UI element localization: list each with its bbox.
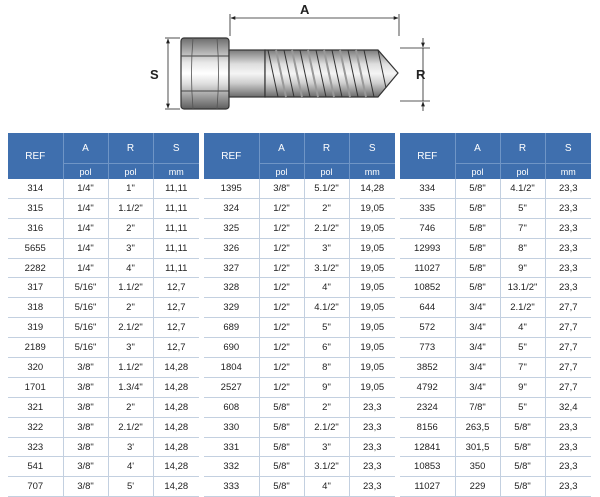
cell-r: 9" — [500, 258, 545, 278]
dimension-r — [400, 38, 430, 111]
cell-s: 14,28 — [153, 457, 199, 477]
table-row — [204, 477, 395, 497]
cell-r: 1" — [108, 179, 153, 198]
cell-a: 1/2" — [259, 238, 304, 258]
cell-a: 5/16" — [63, 278, 108, 298]
unit-r: pol — [304, 164, 349, 180]
table-row — [204, 338, 395, 358]
cell-r: 5" — [500, 338, 545, 358]
header-r: R — [304, 133, 349, 164]
cell-a: 3/8" — [63, 457, 108, 477]
cell-r: 4" — [500, 318, 545, 338]
table-row — [400, 457, 591, 477]
cell-ref: 572 — [400, 318, 455, 338]
cell-r: 3" — [304, 238, 349, 258]
cell-s: 23,3 — [545, 238, 591, 258]
unit-s: mm — [545, 164, 591, 180]
cell-s: 23,3 — [349, 397, 395, 417]
table-row — [8, 258, 199, 278]
cell-a: 5/8" — [455, 179, 500, 198]
cell-r: 1.1/2" — [108, 198, 153, 218]
cell-ref: 334 — [400, 179, 455, 198]
cell-s: 19,05 — [349, 377, 395, 397]
cell-ref: 707 — [8, 477, 63, 497]
cell-a: 263,5 — [455, 417, 500, 437]
table-row — [204, 198, 395, 218]
cell-s: 23,3 — [349, 477, 395, 497]
cell-a: 5/16" — [63, 318, 108, 338]
table-row — [204, 238, 395, 258]
cell-r: 3" — [108, 238, 153, 258]
cell-r: 7" — [500, 218, 545, 238]
cell-r: 3.1/2" — [304, 457, 349, 477]
table-row — [204, 358, 395, 378]
cell-ref: 1804 — [204, 358, 259, 378]
cell-s: 23,3 — [349, 437, 395, 457]
unit-a: pol — [259, 164, 304, 180]
cell-a: 1/2" — [259, 198, 304, 218]
cell-s: 23,3 — [545, 278, 591, 298]
table-row — [204, 377, 395, 397]
unit-r: pol — [108, 164, 153, 180]
header-a: A — [63, 133, 108, 164]
cell-r: 9" — [500, 377, 545, 397]
cell-a: 3/4" — [455, 358, 500, 378]
cell-ref: 331 — [204, 437, 259, 457]
cell-s: 19,05 — [349, 338, 395, 358]
header-ref: REF — [8, 133, 63, 179]
cell-a: 1/4" — [63, 179, 108, 198]
cell-s: 27,7 — [545, 358, 591, 378]
cell-s: 32,4 — [545, 397, 591, 417]
cell-r: 2.1/2" — [304, 417, 349, 437]
cell-s: 27,7 — [545, 338, 591, 358]
table-row — [8, 198, 199, 218]
cell-s: 19,05 — [349, 198, 395, 218]
cell-ref: 316 — [8, 218, 63, 238]
cell-ref: 315 — [8, 198, 63, 218]
cell-ref: 335 — [400, 198, 455, 218]
cell-a: 3/8" — [63, 417, 108, 437]
header-r: R — [500, 133, 545, 164]
header-s: S — [153, 133, 199, 164]
cell-a: 5/16" — [63, 298, 108, 318]
cell-r: 8" — [500, 238, 545, 258]
cell-s: 19,05 — [349, 358, 395, 378]
cell-s: 27,7 — [545, 318, 591, 338]
cell-a: 1/2" — [259, 258, 304, 278]
cell-a: 3/8" — [63, 377, 108, 397]
cell-s: 19,05 — [349, 298, 395, 318]
cell-ref: 2324 — [400, 397, 455, 417]
cell-a: 3/4" — [455, 338, 500, 358]
cell-r: 2" — [108, 218, 153, 238]
table-row — [8, 238, 199, 258]
table-row — [400, 417, 591, 437]
cell-r: 8" — [304, 358, 349, 378]
cell-s: 14,28 — [153, 358, 199, 378]
header-s: S — [349, 133, 395, 164]
cell-s: 12,7 — [153, 298, 199, 318]
cell-a: 3/4" — [455, 298, 500, 318]
cell-a: 7/8" — [455, 397, 500, 417]
cell-a: 5/8" — [259, 397, 304, 417]
cell-ref: 320 — [8, 358, 63, 378]
table-row — [400, 278, 591, 298]
table-row — [8, 377, 199, 397]
cell-r: 9" — [304, 377, 349, 397]
cell-r: 5" — [304, 318, 349, 338]
spec-table-2 — [204, 133, 395, 497]
cell-ref: 319 — [8, 318, 63, 338]
table-row — [8, 358, 199, 378]
cell-s: 12,7 — [153, 318, 199, 338]
cell-s: 23,3 — [545, 417, 591, 437]
cell-s: 23,3 — [545, 258, 591, 278]
cell-ref: 10853 — [400, 457, 455, 477]
cell-r: 5" — [500, 198, 545, 218]
cell-r: 3" — [304, 437, 349, 457]
cell-s: 11,11 — [153, 258, 199, 278]
unit-s: mm — [153, 164, 199, 180]
table-row — [204, 179, 395, 198]
unit-a: pol — [455, 164, 500, 180]
cell-a: 5/16" — [63, 338, 108, 358]
cell-r: 2" — [304, 198, 349, 218]
cell-r: 5/8" — [500, 477, 545, 497]
cell-r: 2.1/2" — [108, 318, 153, 338]
header-s: S — [545, 133, 591, 164]
cell-ref: 323 — [8, 437, 63, 457]
header-a: A — [259, 133, 304, 164]
table-row — [8, 298, 199, 318]
cell-a: 5/8" — [455, 278, 500, 298]
table-row — [204, 397, 395, 417]
cell-a: 3/8" — [63, 358, 108, 378]
cell-a: 1/2" — [259, 318, 304, 338]
cell-s: 14,28 — [153, 397, 199, 417]
table-row — [204, 298, 395, 318]
cell-s: 23,3 — [545, 457, 591, 477]
cell-s: 11,11 — [153, 238, 199, 258]
cell-a: 3/8" — [63, 477, 108, 497]
cell-ref: 328 — [204, 278, 259, 298]
table-row — [204, 318, 395, 338]
header-r: R — [108, 133, 153, 164]
cell-r: 1.1/2" — [108, 358, 153, 378]
cell-s: 12,7 — [153, 338, 199, 358]
header-ref: REF — [204, 133, 259, 179]
cell-ref: 11027 — [400, 258, 455, 278]
cell-ref: 2189 — [8, 338, 63, 358]
cell-a: 5/8" — [259, 457, 304, 477]
table-row — [8, 457, 199, 477]
cell-ref: 332 — [204, 457, 259, 477]
cell-ref: 317 — [8, 278, 63, 298]
cell-r: 5' — [108, 477, 153, 497]
cell-ref: 1701 — [8, 377, 63, 397]
cell-a: 3/4" — [455, 318, 500, 338]
table-row — [400, 318, 591, 338]
cell-r: 7" — [500, 358, 545, 378]
cell-r: 5.1/2" — [304, 179, 349, 198]
cell-a: 5/8" — [455, 218, 500, 238]
cell-r: 2.1/2" — [108, 417, 153, 437]
cell-a: 5/8" — [259, 477, 304, 497]
cell-r: 4' — [108, 457, 153, 477]
cell-s: 14,28 — [153, 477, 199, 497]
cell-r: 3" — [108, 338, 153, 358]
cell-a: 1/2" — [259, 358, 304, 378]
cell-a: 5/8" — [455, 258, 500, 278]
cell-r: 13.1/2" — [500, 278, 545, 298]
cell-r: 4.1/2" — [304, 298, 349, 318]
table-row — [400, 338, 591, 358]
cell-s: 14,28 — [153, 417, 199, 437]
cell-ref: 321 — [8, 397, 63, 417]
cell-ref: 324 — [204, 198, 259, 218]
label-a: A — [300, 2, 310, 17]
label-s: S — [150, 67, 159, 82]
cell-ref: 10852 — [400, 278, 455, 298]
table-row — [204, 278, 395, 298]
cell-ref: 8156 — [400, 417, 455, 437]
cell-r: 3' — [108, 437, 153, 457]
table-row — [400, 358, 591, 378]
cell-r: 5" — [500, 397, 545, 417]
cell-s: 23,3 — [349, 457, 395, 477]
cell-ref: 541 — [8, 457, 63, 477]
table-row — [400, 437, 591, 457]
table-row — [400, 179, 591, 198]
cell-r: 2" — [108, 397, 153, 417]
table-row — [8, 179, 199, 198]
cell-ref: 1395 — [204, 179, 259, 198]
cell-ref: 12841 — [400, 437, 455, 457]
cell-a: 5/8" — [455, 198, 500, 218]
cell-s: 19,05 — [349, 278, 395, 298]
cell-r: 2.1/2" — [500, 298, 545, 318]
cell-a: 3/8" — [63, 397, 108, 417]
cell-a: 3/4" — [455, 377, 500, 397]
cell-r: 2.1/2" — [304, 218, 349, 238]
table-row — [400, 238, 591, 258]
cell-a: 1/2" — [259, 298, 304, 318]
unit-s: mm — [349, 164, 395, 180]
cell-s: 19,05 — [349, 258, 395, 278]
cell-a: 5/8" — [259, 417, 304, 437]
cell-a: 1/4" — [63, 198, 108, 218]
cell-r: 5/8" — [500, 417, 545, 437]
cell-s: 19,05 — [349, 318, 395, 338]
cell-ref: 2282 — [8, 258, 63, 278]
table-row — [204, 437, 395, 457]
cell-r: 2" — [108, 298, 153, 318]
table-row — [400, 477, 591, 497]
dimension-a — [230, 2, 399, 36]
cell-a: 1/4" — [63, 218, 108, 238]
cell-s: 23,3 — [545, 218, 591, 238]
table-row — [8, 218, 199, 238]
table-row — [400, 258, 591, 278]
cell-a: 350 — [455, 457, 500, 477]
cell-a: 229 — [455, 477, 500, 497]
header-a: A — [455, 133, 500, 164]
table-row — [8, 437, 199, 457]
cell-ref: 327 — [204, 258, 259, 278]
cell-a: 3/8" — [63, 437, 108, 457]
table-row — [8, 338, 199, 358]
cell-a: 1/2" — [259, 377, 304, 397]
table-row — [400, 298, 591, 318]
spec-table-1 — [8, 133, 199, 497]
cell-ref: 12993 — [400, 238, 455, 258]
table-row — [8, 417, 199, 437]
cell-s: 14,28 — [349, 179, 395, 198]
table-row — [400, 198, 591, 218]
cell-a: 301,5 — [455, 437, 500, 457]
cell-a: 1/4" — [63, 258, 108, 278]
cell-s: 23,3 — [545, 437, 591, 457]
unit-r: pol — [500, 164, 545, 180]
table-row — [400, 218, 591, 238]
table-row — [400, 397, 591, 417]
cell-s: 19,05 — [349, 218, 395, 238]
label-r: R — [416, 67, 426, 82]
cell-r: 4" — [304, 477, 349, 497]
cell-r: 2" — [304, 397, 349, 417]
cell-ref: 690 — [204, 338, 259, 358]
cell-ref: 333 — [204, 477, 259, 497]
cell-ref: 644 — [400, 298, 455, 318]
spec-table-3 — [400, 133, 591, 497]
cell-s: 23,3 — [545, 198, 591, 218]
cell-r: 4.1/2" — [500, 179, 545, 198]
cell-s: 27,7 — [545, 298, 591, 318]
cell-r: 3.1/2" — [304, 258, 349, 278]
cell-a: 3/8" — [259, 179, 304, 198]
cell-a: 5/8" — [259, 437, 304, 457]
cell-ref: 329 — [204, 298, 259, 318]
cell-s: 27,7 — [545, 377, 591, 397]
cell-ref: 11027 — [400, 477, 455, 497]
cell-r: 1.1/2" — [108, 278, 153, 298]
table-row — [8, 278, 199, 298]
cell-ref: 314 — [8, 179, 63, 198]
dimension-s — [150, 38, 180, 109]
cell-s: 11,11 — [153, 218, 199, 238]
cell-s: 14,28 — [153, 377, 199, 397]
cell-ref: 325 — [204, 218, 259, 238]
cell-s: 12,7 — [153, 278, 199, 298]
table-row — [8, 397, 199, 417]
cell-a: 5/8" — [455, 238, 500, 258]
cell-ref: 773 — [400, 338, 455, 358]
cell-ref: 330 — [204, 417, 259, 437]
cell-s: 19,05 — [349, 238, 395, 258]
cell-r: 5/8" — [500, 457, 545, 477]
cell-s: 11,11 — [153, 179, 199, 198]
unit-a: pol — [63, 164, 108, 180]
cell-ref: 318 — [8, 298, 63, 318]
header-ref: REF — [400, 133, 455, 179]
cell-r: 1.3/4" — [108, 377, 153, 397]
lag-screw-diagram — [0, 0, 600, 128]
cell-a: 1/2" — [259, 218, 304, 238]
table-row — [204, 457, 395, 477]
table-row — [8, 318, 199, 338]
cell-ref: 5655 — [8, 238, 63, 258]
cell-r: 6" — [304, 338, 349, 358]
cell-s: 23,3 — [545, 179, 591, 198]
cell-s: 11,11 — [153, 198, 199, 218]
cell-r: 4" — [108, 258, 153, 278]
cell-ref: 3852 — [400, 358, 455, 378]
cell-s: 23,3 — [349, 417, 395, 437]
table-row — [204, 218, 395, 238]
cell-ref: 2527 — [204, 377, 259, 397]
cell-s: 23,3 — [545, 477, 591, 497]
table-row — [204, 417, 395, 437]
cell-ref: 322 — [8, 417, 63, 437]
lag-screw-drawing — [181, 38, 398, 109]
cell-a: 1/2" — [259, 338, 304, 358]
cell-ref: 746 — [400, 218, 455, 238]
table-row — [204, 258, 395, 278]
cell-s: 14,28 — [153, 437, 199, 457]
cell-ref: 4792 — [400, 377, 455, 397]
cell-a: 1/2" — [259, 278, 304, 298]
cell-ref: 608 — [204, 397, 259, 417]
table-row — [400, 377, 591, 397]
cell-ref: 689 — [204, 318, 259, 338]
cell-r: 5/8" — [500, 437, 545, 457]
cell-ref: 326 — [204, 238, 259, 258]
table-row — [8, 477, 199, 497]
cell-a: 1/4" — [63, 238, 108, 258]
cell-r: 4" — [304, 278, 349, 298]
